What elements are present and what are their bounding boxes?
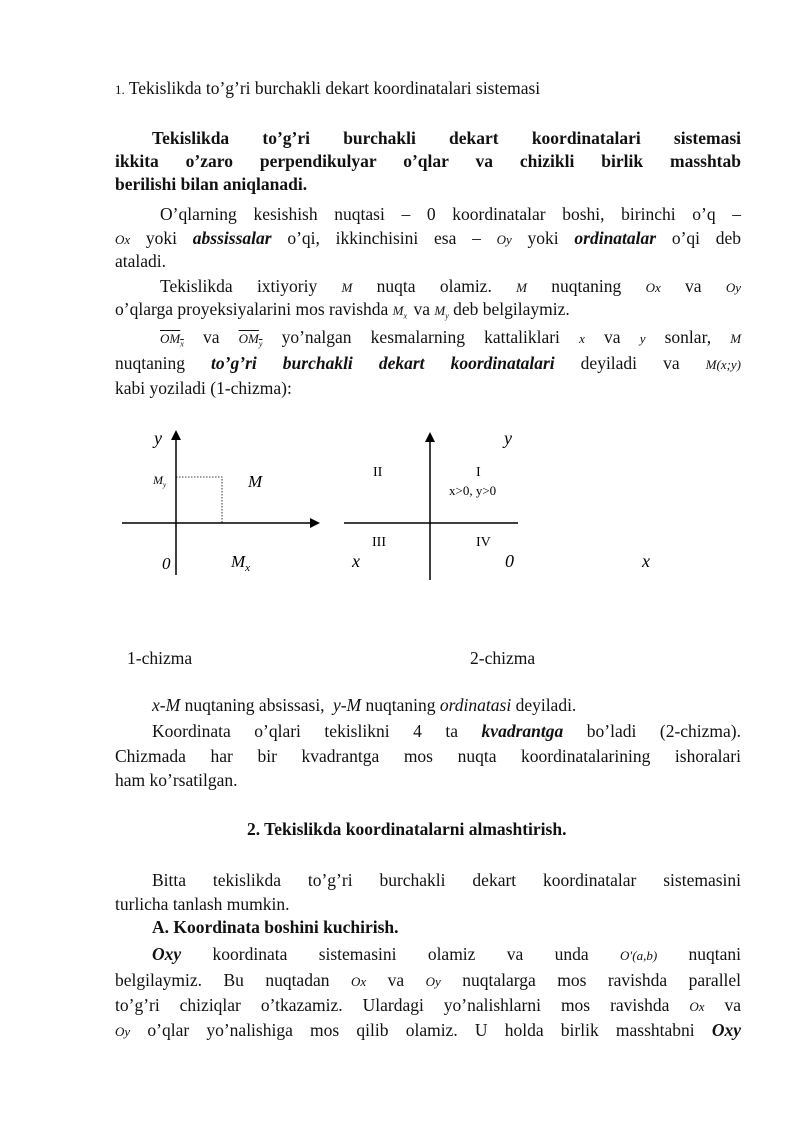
- ordinate-word: ordinatasi: [439, 695, 512, 715]
- abscissa-term: abssissalar: [192, 228, 272, 248]
- fig2-quadrant-1-signs: x>0, y>0: [449, 483, 497, 498]
- section-2-line-6: to’g’ri chiziqlar o’tkazamiz. Ulardagi yo’nalishlarni mos ravishda Ox va: [115, 995, 742, 1015]
- fig2-quadrant-3: III: [372, 535, 386, 550]
- fig1-my-label: $M_y$: [153, 473, 167, 489]
- fig2-y-arrow: [425, 432, 435, 442]
- fig1-origin-label: 0: [162, 554, 171, 573]
- point-paragraph-line-1: Tekislikda ixtiyoriy M nuqta olamiz. M nuqtaning Ox va Oy: [160, 276, 742, 296]
- axes-paragraph-line-1: O’qlarning kesishish nuqtasi – 0 koordinatalar boshi, birinchi o’q –: [160, 204, 741, 224]
- after-figure-line-4: ham ko’rsatilgan.: [115, 770, 238, 790]
- ox-symbol: Ox: [115, 232, 131, 247]
- fig2-x-left-label: x: [352, 551, 360, 571]
- after-figure-line-3: Chizmada har bir kvadrantga mos nuqta koordinatalarining ishoralari: [115, 746, 741, 766]
- section-1-heading: [115, 78, 540, 99]
- section-2-line-1: Bitta tekislikda to’g’ri burchakli dekart koordinatalar sistemasini: [152, 870, 741, 890]
- section-2-line-4: Oxy koordinata sistemasini olamiz va unda O′(a,b) nuqtani: [152, 944, 742, 964]
- point-paragraph-line-2: o’qlarga proyeksiyalarini mos ravishda $M_x$ va $M_y$ deb belgilaymiz.: [115, 299, 570, 321]
- figure-2-diagram: [340, 420, 670, 590]
- fig1-projection-lines: [176, 477, 222, 523]
- figure-1-diagram: [110, 420, 330, 580]
- fig1-x-arrow: [310, 518, 320, 528]
- cartesian-coordinates-term: to’g’ri burchakli dekart koordinatalari: [211, 353, 555, 373]
- fig2-quadrant-4: IV: [476, 535, 491, 550]
- o-prime-point: O′(a,b): [620, 948, 658, 963]
- quadrant-term: kvadrantga: [481, 721, 564, 741]
- fig2-quadrant-2: II: [373, 465, 383, 480]
- axes-paragraph-line-3: ataladi.: [115, 251, 167, 271]
- coord-paragraph-line-3: kabi yoziladi (1-chizma):: [115, 378, 292, 398]
- section-2-line-7: Oy o’qlar yo’nalishiga mos qilib olamiz. U holda birlik masshtabni Oxy: [115, 1020, 742, 1040]
- oy-symbol: Oy: [496, 232, 512, 247]
- after-figure-line-1: x-M nuqtaning absissasi, y-M nuqtaning ordinatasi deyiladi.: [152, 695, 577, 715]
- coord-paragraph-line-1: $OM_x$ va $OM_y$ yo’nalgan kesmalarning kattaliklari x va y sonlar, M: [160, 327, 742, 349]
- section-2-subheading: A. Koordinata boshini kuchirish.: [152, 917, 399, 937]
- fig2-origin-label: 0: [505, 551, 514, 571]
- fig1-y-arrow: [171, 430, 181, 440]
- definition-line-3: berilishi bilan aniqlanadi.: [115, 174, 308, 194]
- fig1-point-m-label: M: [248, 472, 263, 491]
- ordinate-term: ordinatalar: [574, 228, 657, 248]
- fig1-mx-label: $M_x$: [231, 552, 251, 574]
- after-figure-line-2: Koordinata o’qlari tekislikni 4 ta kvadrantga bo’ladi (2-chizma).: [152, 721, 741, 741]
- section-2-line-2: turlicha tanlash mumkin.: [115, 894, 290, 914]
- fig2-y-label: y: [504, 428, 512, 448]
- section-number: 1.: [115, 82, 125, 97]
- section-2-line-5: belgilaymiz. Bu nuqtadan Ox va Oy nuqtalarga mos ravishda parallel: [115, 970, 742, 990]
- fig2-quadrant-1: I: [476, 465, 481, 480]
- figure-2-caption: 2-chizma: [470, 648, 536, 668]
- axes-paragraph-line-2: Ox yoki abssissalar o’qi, ikkinchisini esa – Oy yoki ordinatalar o’qi deb: [115, 228, 742, 248]
- section-2-heading: 2. Tekislikda koordinatalarni almashtirish.: [247, 819, 567, 839]
- fig2-x-right-label: x: [642, 551, 650, 571]
- fig1-y-label: y: [154, 428, 162, 448]
- definition-line-1: Tekislikda to’g’ri burchakli dekart koordinatalari sistemasi: [152, 128, 741, 148]
- coord-paragraph-line-2: nuqtaning to’g’ri burchakli dekart koordinatalari deyiladi va M(x;y): [115, 353, 742, 373]
- section-title: Tekislikda to’g’ri burchakli dekart koordinatalari sistemasi: [128, 78, 541, 98]
- definition-line-2: ikkita o’zaro perpendikulyar o’qlar va chizikli birlik masshtab: [115, 151, 741, 171]
- figure-1-caption: 1-chizma: [127, 648, 193, 668]
